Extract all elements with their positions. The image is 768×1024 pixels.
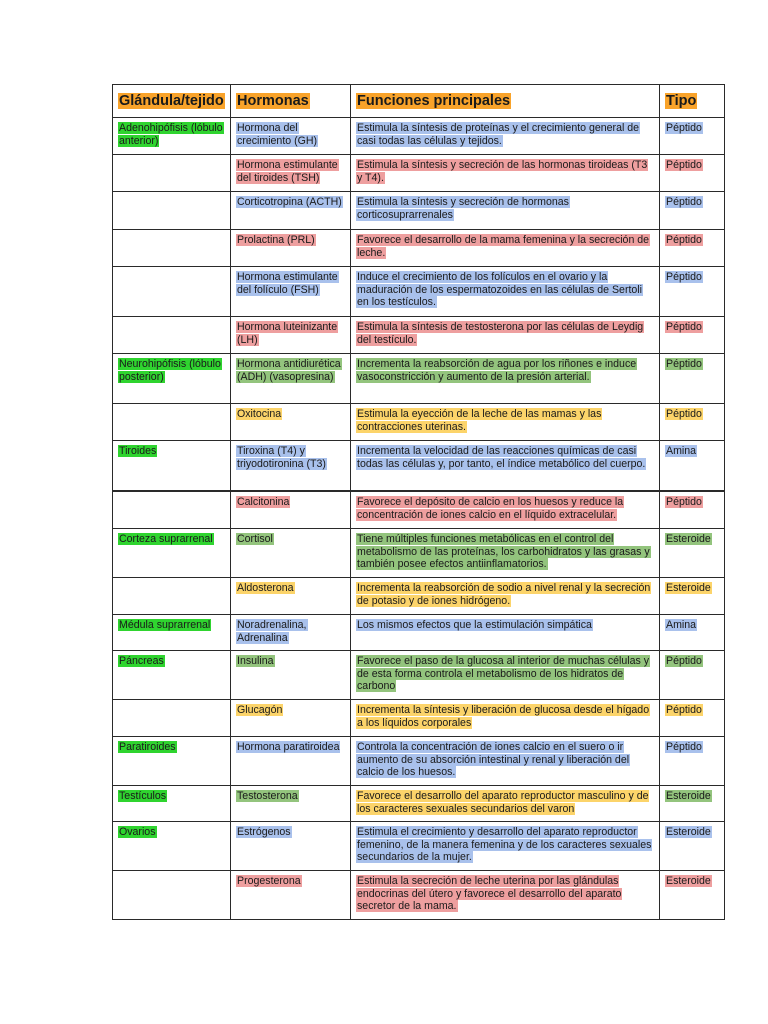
table-row [113,155,725,192]
type-cell: Péptido [660,492,725,529]
hormone-cell: Oxitocina [231,404,351,441]
type-cell: Péptido [660,230,725,267]
function-cell: Favorece el desarrollo de la mama femenina y la secreción de leche. [351,230,660,267]
function-cell: Estimula la eyección de la leche de las mamas y las contracciones uterinas. [351,404,660,441]
function-cell: Estimula la síntesis y secreción de hormonas corticosuprarrenales [351,192,660,230]
table-row [113,192,725,230]
gland-cell [113,155,231,192]
table-row [113,737,725,786]
hormone-table-part-2 [112,491,725,920]
hormone-cell: Aldosterona [231,578,351,615]
table-row [113,267,725,317]
type-cell: Péptido [660,354,725,404]
function-cell: Induce el crecimiento de los folículos en el ovario y la maduración de los espermatozoides en las células de Sertoli en los testículos. [351,267,660,317]
hormone-cell: Hormona del crecimiento (GH) [231,118,351,155]
type-cell: Esteroide [660,786,725,822]
function-cell: Estimula la síntesis y secreción de las hormonas tiroideas (T3 y T4). [351,155,660,192]
gland-cell: Médula suprarrenal [113,615,231,651]
function-cell: Favorece el desarrollo del aparato reproductor masculino y de los caracteres sexuales secundarios del varon [351,786,660,822]
hormone-cell: Testosterona [231,786,351,822]
gland-cell: Testículos [113,786,231,822]
table-row [113,615,725,651]
hormone-cell: Prolactina (PRL) [231,230,351,267]
gland-cell: Paratiroides [113,737,231,786]
type-cell: Esteroide [660,822,725,871]
function-cell: Incrementa la velocidad de las reacciones químicas de casi todas las células y, por tanto, el índice metabólico del cuerpo. [351,441,660,491]
type-cell: Amina [660,441,725,491]
type-cell: Péptido [660,317,725,354]
type-cell: Esteroide [660,578,725,615]
hormone-cell: Hormona paratiroidea [231,737,351,786]
function-cell: Incrementa la síntesis y liberación de glucosa desde el hígado a los líquidos corporales [351,700,660,737]
table-row [113,822,725,871]
type-cell: Péptido [660,404,725,441]
function-cell: Incrementa la reabsorción de agua por los riñones e induce vasoconstricción y aumento de la presión arterial. [351,354,660,404]
gland-cell [113,492,231,529]
gland-cell: Páncreas [113,651,231,700]
table-row [113,871,725,920]
function-cell: Estimula el crecimiento y desarrollo del aparato reproductor femenino, de la manera femenina y de los caracteres sexuales secundarios de la mujer. [351,822,660,871]
hormone-cell: Hormona antidiurética (ADH) (vasopresina) [231,354,351,404]
function-cell: Favorece el paso de la glucosa al interior de muchas células y de esta forma controla el metabolismo de los hidratos de carbono [351,651,660,700]
gland-cell: Adenohipófisis (lóbulo anterior) [113,118,231,155]
gland-cell [113,317,231,354]
function-cell: Controla la concentración de iones calcio en el suero o ir aumento de su absorción intestinal y renal y liberación del calcio de los huesos. [351,737,660,786]
hormone-cell: Noradrenalina, Adrenalina [231,615,351,651]
table-row [113,441,725,491]
gland-cell [113,267,231,317]
table-row [113,700,725,737]
hormone-cell: Hormona estimulante del folículo (FSH) [231,267,351,317]
table-row [113,578,725,615]
type-cell: Amina [660,615,725,651]
header-row [113,85,725,118]
hormone-cell: Estrógenos [231,822,351,871]
type-cell: Péptido [660,267,725,317]
gland-cell [113,230,231,267]
hormone-cell: Insulina [231,651,351,700]
gland-cell [113,404,231,441]
type-cell: Péptido [660,737,725,786]
hormone-cell: Corticotropina (ACTH) [231,192,351,230]
hormone-cell: Progesterona [231,871,351,920]
header-function: Funciones principales [351,85,660,118]
function-cell: Estimula la secreción de leche uterina por las glándulas endocrinas del útero y favorece el desarrollo del aparato secretor de la mama. [351,871,660,920]
gland-cell [113,700,231,737]
table-row [113,786,725,822]
table-row [113,118,725,155]
table-row [113,651,725,700]
hormone-cell: Cortisol [231,529,351,578]
hormone-cell: Tiroxina (T4) y triyodotironina (T3) [231,441,351,491]
header-gland: Glándula/tejido [113,85,231,118]
hormone-cell: Hormona estimulante del tiroides (TSH) [231,155,351,192]
type-cell: Péptido [660,155,725,192]
hormone-cell: Glucagón [231,700,351,737]
type-cell: Péptido [660,651,725,700]
function-cell: Estimula la síntesis de proteínas y el crecimiento general de casi todas las células y tejidos. [351,118,660,155]
hormone-cell: Hormona luteinizante (LH) [231,317,351,354]
gland-cell: Tiroides [113,441,231,491]
type-cell: Péptido [660,192,725,230]
table-row [113,317,725,354]
table-row [113,354,725,404]
function-cell: Estimula la síntesis de testosterona por las células de Leydig del testículo. [351,317,660,354]
gland-cell [113,578,231,615]
table-row [113,492,725,529]
type-cell: Esteroide [660,529,725,578]
function-cell: Tiene múltiples funciones metabólicas en el control del metabolismo de las proteínas, los carbohidratos y las grasas y también posee efectos antiinflamatorios. [351,529,660,578]
table-row [113,230,725,267]
gland-cell [113,871,231,920]
header-type: Tipo [660,85,725,118]
type-cell: Péptido [660,118,725,155]
gland-cell: Neurohipófisis (lóbulo posterior) [113,354,231,404]
table-row [113,529,725,578]
function-cell: Los mismos efectos que la estimulación simpática [351,615,660,651]
hormone-cell: Calcitonina [231,492,351,529]
function-cell: Incrementa la reabsorción de sodio a nivel renal y la secreción de potasio y de iones hidrógeno. [351,578,660,615]
gland-cell [113,192,231,230]
header-hormone: Hormonas [231,85,351,118]
type-cell: Esteroide [660,871,725,920]
table-row [113,404,725,441]
hormone-table-part-1 [112,84,725,491]
gland-cell: Ovarios [113,822,231,871]
type-cell: Péptido [660,700,725,737]
gland-cell: Corteza suprarrenal [113,529,231,578]
function-cell: Favorece el depósito de calcio en los huesos y reduce la concentración de iones calcio en el líquido extracelular. [351,492,660,529]
